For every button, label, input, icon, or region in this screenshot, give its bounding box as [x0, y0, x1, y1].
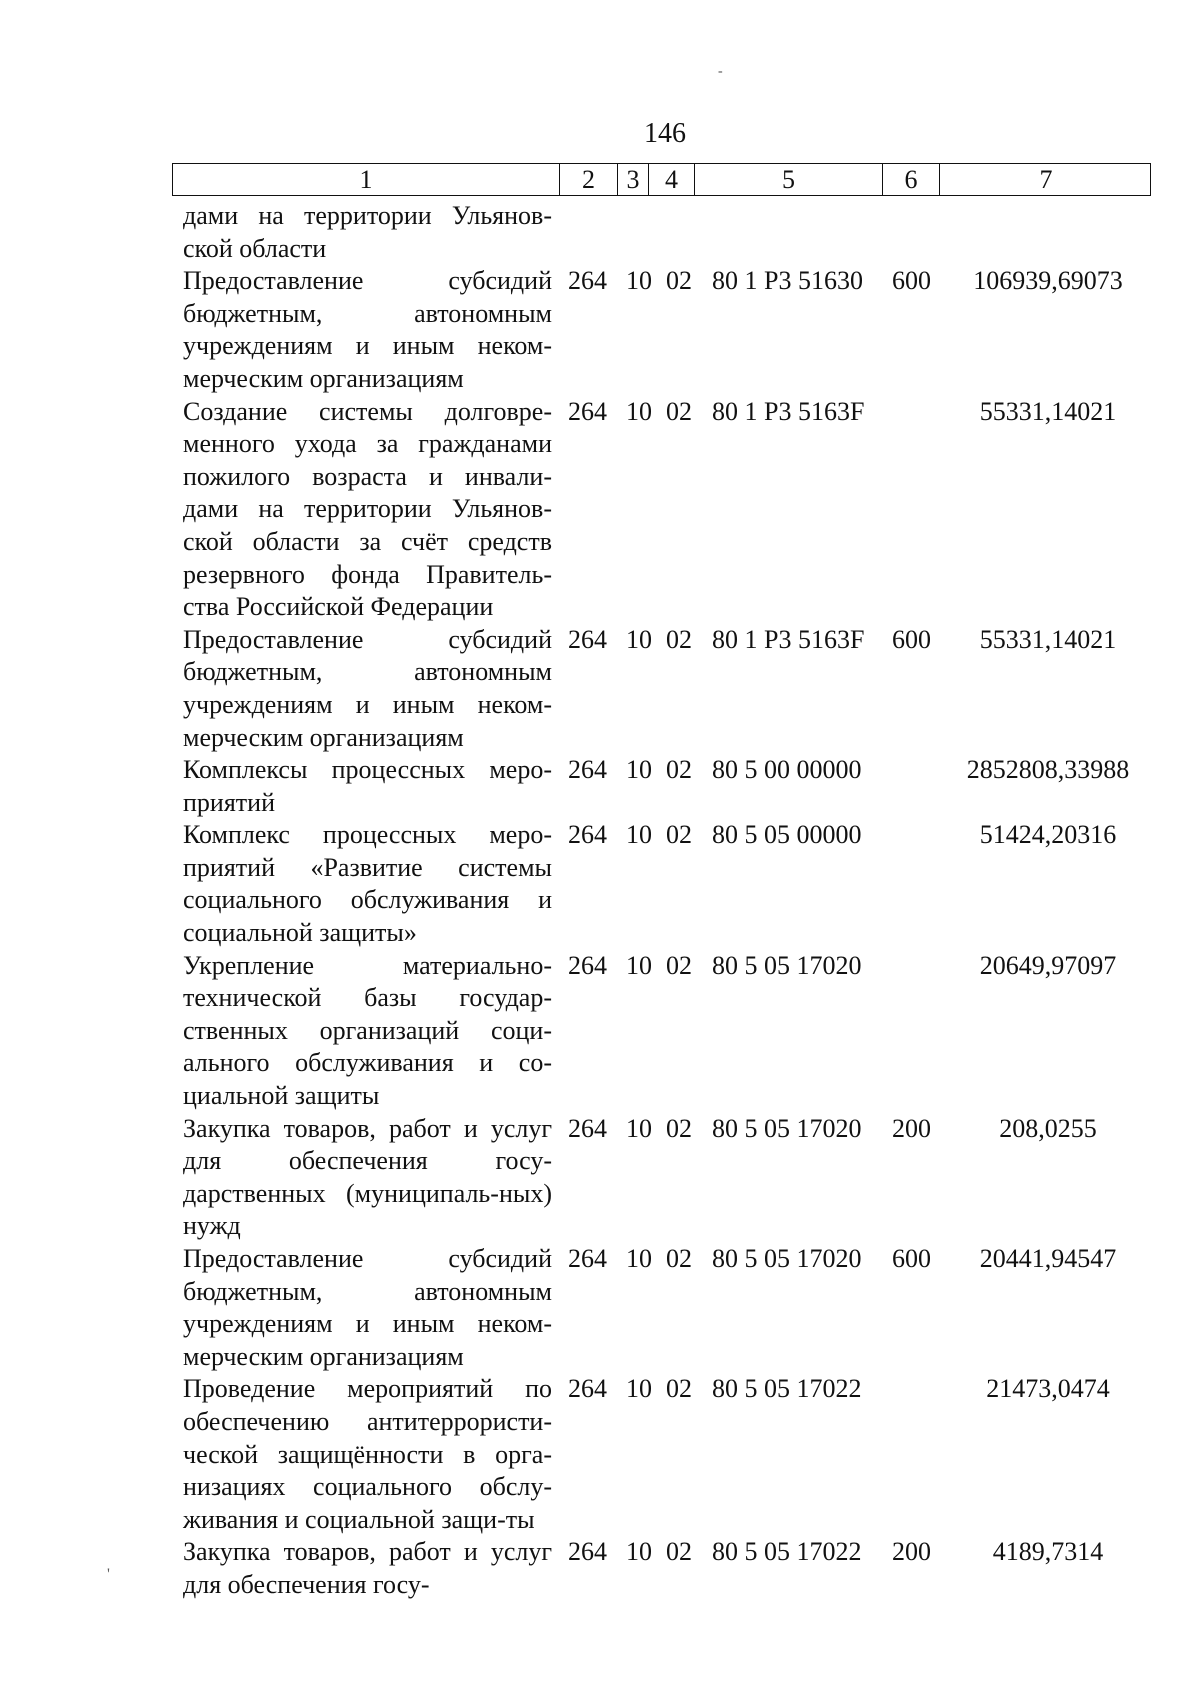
row-col-5: 80 5 05 17020 — [712, 1113, 862, 1143]
row-col-5: 80 5 05 17022 — [712, 1374, 862, 1404]
row-description: Предоставление субсидий бюджетным, автономным учреждениям и иным неком-мерческим организациям — [183, 624, 552, 752]
row-description: дами на территории Ульянов-ской области — [183, 201, 552, 263]
row-col-4: 02 — [666, 624, 692, 654]
table-row — [0, 819, 1200, 949]
row-col-4: 02 — [666, 396, 692, 426]
row-col-4: 02 — [666, 266, 692, 296]
row-col-2: 264 — [568, 396, 607, 426]
row-col-5: 80 5 05 00000 — [712, 820, 862, 850]
row-col-7: 4189,7314 — [992, 1537, 1104, 1567]
row-col-5: 80 1 Р3 5163F — [712, 624, 865, 654]
row-description: Укрепление материально-технической базы государ-ственных организаций соци-ального обслуживания и со-циальной защиты — [183, 950, 552, 1111]
row-description: Закупка товаров, работ и услуг для обеспечения госу-дарственных (муниципаль-ных) нужд — [183, 1113, 552, 1241]
table-row — [0, 396, 1200, 624]
row-col-3: 10 — [626, 755, 652, 785]
row-col-5: 80 5 05 17020 — [712, 950, 862, 980]
header-col-1: 1 — [173, 164, 560, 195]
row-col-6: 200 — [892, 1537, 931, 1567]
row-col-4: 02 — [666, 755, 692, 785]
row-col-7: 21473,0474 — [986, 1374, 1110, 1404]
row-col-3: 10 — [626, 1537, 652, 1567]
row-col-4: 02 — [666, 1374, 692, 1404]
row-col-3: 10 — [626, 624, 652, 654]
row-col-3: 10 — [626, 1113, 652, 1143]
table-row — [0, 1373, 1200, 1536]
row-col-6: 600 — [892, 624, 931, 654]
row-col-4: 02 — [666, 820, 692, 850]
scan-mark-left: ' — [107, 1566, 110, 1583]
row-col-2: 264 — [568, 1374, 607, 1404]
row-col-2: 264 — [568, 1537, 607, 1567]
row-description: Комплекс процессных меро-приятий «Развитие системы социального обслуживания и социальной защиты» — [183, 820, 552, 948]
row-description: Закупка товаров, работ и услуг для обеспечения госу- — [183, 1537, 552, 1599]
row-col-7: 55331,14021 — [979, 396, 1117, 426]
row-col-3: 10 — [626, 950, 652, 980]
table-row — [0, 1536, 1200, 1601]
table-row — [0, 265, 1200, 395]
row-col-2: 264 — [568, 820, 607, 850]
row-col-7: 20649,97097 — [979, 950, 1117, 980]
row-col-6: 600 — [892, 266, 931, 296]
row-col-3: 10 — [626, 820, 652, 850]
row-col-2: 264 — [568, 950, 607, 980]
row-description: Предоставление субсидий бюджетным, автономным учреждениям и иным неком-мерческим организациям — [183, 266, 552, 393]
row-col-6: 200 — [892, 1113, 931, 1143]
row-col-2: 264 — [568, 624, 607, 654]
row-col-2: 264 — [568, 266, 607, 296]
row-col-7: 55331,14021 — [979, 624, 1117, 654]
row-col-7: 20441,94547 — [979, 1244, 1117, 1273]
row-col-3: 10 — [626, 396, 652, 426]
row-col-7: 2852808,33988 — [966, 755, 1130, 785]
table-row — [0, 950, 1200, 1113]
row-col-2: 264 — [568, 1244, 607, 1273]
header-col-2: 2 — [560, 164, 618, 195]
row-description: Предоставление субсидий бюджетным, автономным учреждениям и иным неком-мерческим организациям — [183, 1244, 552, 1371]
table-row — [0, 1113, 1200, 1243]
row-col-5: 80 1 Р3 5163F — [712, 396, 865, 426]
row-col-7: 51424,20316 — [979, 820, 1117, 850]
table-row — [0, 1243, 1200, 1373]
header-col-7: 7 — [1039, 165, 1053, 194]
table-row — [0, 754, 1200, 819]
row-col-4: 02 — [666, 1537, 692, 1567]
row-col-7: 208,0255 — [999, 1113, 1097, 1143]
row-col-5: 80 5 05 17022 — [712, 1537, 862, 1567]
header-col-6: 6 — [883, 164, 940, 195]
row-col-4: 02 — [666, 1244, 692, 1273]
row-col-2: 264 — [568, 1113, 607, 1143]
row-col-3: 10 — [626, 1244, 652, 1273]
header-col-5: 5 — [695, 164, 883, 195]
table-row — [0, 200, 1200, 265]
table-header — [172, 163, 1151, 196]
row-col-4: 02 — [666, 1113, 692, 1143]
row-col-3: 10 — [626, 266, 652, 296]
page-number: 146 — [644, 118, 686, 149]
row-col-3: 10 — [626, 1374, 652, 1404]
row-col-2: 264 — [568, 755, 607, 785]
row-description: Проведение мероприятий по обеспечению антитеррористи-ческой защищённости в орга-низациях социального обслу-живания и социальной защи-ты — [183, 1374, 552, 1534]
row-col-6: 600 — [892, 1244, 931, 1273]
row-col-5: 80 5 05 17020 — [712, 1244, 862, 1273]
row-col-7: 106939,69073 — [973, 266, 1123, 296]
row-col-5: 80 5 00 00000 — [712, 755, 862, 785]
header-col-3: 3 — [618, 164, 649, 195]
table-body — [0, 200, 1200, 1602]
header-col-4: 4 — [649, 164, 695, 195]
row-col-5: 80 1 Р3 51630 — [712, 266, 863, 296]
row-col-4: 02 — [666, 950, 692, 980]
scan-mark: - — [718, 64, 723, 79]
table-row — [0, 624, 1200, 754]
row-description: Создание системы долговре-менного ухода за гражданами пожилого возраста и инвали-дами на территории Ульянов-ской области за счёт средств резервного фонда Правитель-ства Российской Федерации — [183, 396, 552, 622]
row-description: Комплексы процессных меро-приятий — [183, 755, 552, 817]
